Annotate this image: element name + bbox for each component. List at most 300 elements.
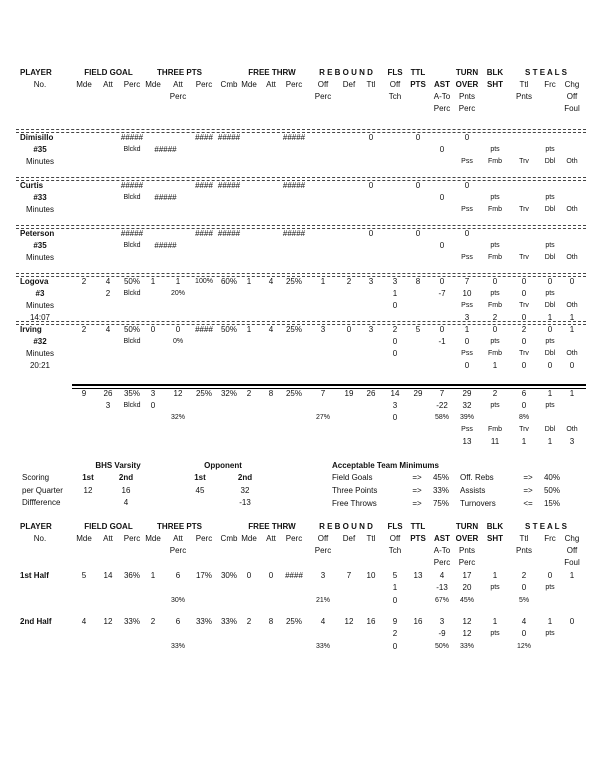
minimums-cell: Off. Rebs bbox=[460, 473, 494, 482]
top-header-tp_mde: Mde bbox=[145, 80, 161, 89]
player-curtis-to: 0 bbox=[464, 181, 470, 190]
second-half-to: 12 bbox=[462, 629, 472, 638]
second-half-ast: -9 bbox=[438, 629, 446, 638]
top-header-tp_perc: Perc bbox=[195, 80, 213, 89]
player-irving-frc: 0 bbox=[547, 361, 553, 370]
bottom-header-rb: R E B O U N D bbox=[319, 522, 373, 531]
player-logova-fls: 1 bbox=[392, 289, 398, 298]
bottom-header-fg_att: Att bbox=[103, 534, 113, 543]
bottom-header-stl: Pnts bbox=[515, 546, 532, 555]
top-header-fls: Tch bbox=[388, 92, 402, 101]
totals-rb_off: 7 bbox=[320, 389, 326, 398]
totals-tp_cmb: 32% bbox=[220, 389, 237, 398]
scoring-opponent-title: Opponent bbox=[204, 461, 242, 470]
top-header-to: Perc bbox=[458, 104, 476, 113]
player-curtis-blk: Fmb bbox=[488, 206, 502, 213]
top-header-rb_ttl: Ttl bbox=[366, 80, 376, 89]
second-half-frc: pts bbox=[545, 630, 555, 637]
top-header-fg_perc: Perc bbox=[123, 80, 141, 89]
top-header-pts: TTL bbox=[410, 68, 426, 77]
bottom-header-stls: S T E A L S bbox=[525, 522, 567, 531]
player-peterson-fg_perc: ##### bbox=[120, 229, 144, 238]
player-dimisillo-ast: 0 bbox=[439, 145, 445, 154]
scoring-label: Scoring bbox=[22, 473, 50, 482]
player-irving-chg: 0 bbox=[569, 361, 575, 370]
first-half-stl: 5% bbox=[518, 597, 530, 604]
player-logova-blk: pts bbox=[490, 290, 500, 297]
player-name: Dimisillo bbox=[20, 133, 54, 142]
player-logova-tp_perc: 100% bbox=[195, 278, 213, 285]
first-half-fg_att: 14 bbox=[103, 571, 113, 580]
player-logova-blk: 0 bbox=[492, 277, 498, 286]
player-minutes-label: Minutes bbox=[25, 157, 54, 166]
totals-ast: 58% bbox=[434, 414, 449, 421]
player-irving-rb_off: 3 bbox=[320, 325, 326, 334]
bottom-header-blk: SHT bbox=[487, 534, 503, 543]
first-half-tp_mde: 1 bbox=[150, 571, 156, 580]
player-irving-ast: -1 bbox=[438, 337, 446, 346]
first-half-frc: 0 bbox=[547, 571, 553, 580]
totals-stl: Trv bbox=[519, 426, 529, 433]
top-header-to: TURN bbox=[455, 68, 479, 77]
player-irving-tp_mde: 0 bbox=[150, 325, 156, 334]
bottom-header-name: PLAYER bbox=[20, 522, 52, 531]
bottom-header-chg: Chg bbox=[564, 534, 580, 543]
player-name: Curtis bbox=[20, 181, 44, 190]
player-logova-stl: 0 bbox=[521, 313, 527, 322]
player-peterson-ast: 0 bbox=[439, 241, 445, 250]
bottom-header-stl: Ttl bbox=[519, 534, 529, 543]
top-header-stl: Pnts bbox=[515, 92, 532, 101]
player-logova-frc: Dbl bbox=[544, 302, 556, 309]
minimums-cell: 40% bbox=[543, 473, 560, 482]
player-irving-fls: 0 bbox=[392, 349, 398, 358]
second-half-rb_off: 33% bbox=[315, 643, 330, 650]
top-header-fls: Off bbox=[389, 80, 401, 89]
second-half-stl: 0 bbox=[521, 629, 527, 638]
totals-blk: pts bbox=[490, 402, 500, 409]
first-half-ast: 67% bbox=[434, 597, 449, 604]
second-half-rb_def: 12 bbox=[344, 617, 354, 626]
player-dimisillo-to: Pss bbox=[461, 158, 473, 165]
player-irving-fls: 0 bbox=[392, 337, 398, 346]
player-curtis-stl: Trv bbox=[519, 206, 529, 213]
top-header-tp: THREE PTS bbox=[157, 68, 202, 77]
totals-rb_off: 27% bbox=[315, 414, 330, 421]
player-dimisillo-pts: 0 bbox=[415, 133, 421, 142]
minimums-cell: => bbox=[412, 499, 422, 508]
bottom-header-name: No. bbox=[33, 534, 47, 543]
second-half-fls: 0 bbox=[392, 642, 398, 651]
second-half-rb_off: 4 bbox=[320, 617, 326, 626]
second-half-tp_att: 6 bbox=[175, 617, 181, 626]
minimums-cell: <= bbox=[523, 499, 533, 508]
player-logova-ast: 0 bbox=[439, 277, 445, 286]
first-half-chg: 1 bbox=[569, 571, 575, 580]
top-header-to: Pnts bbox=[458, 92, 475, 101]
second-half-fls: 2 bbox=[392, 629, 398, 638]
player-logova-tp_att: 1 bbox=[175, 277, 181, 286]
second-half-to: 12 bbox=[462, 617, 472, 626]
player-irving-stl: Trv bbox=[519, 350, 529, 357]
first-half-fls: 5 bbox=[392, 571, 398, 580]
player-peterson-blk: pts bbox=[490, 242, 500, 249]
bottom-header-ast: AST bbox=[434, 534, 450, 543]
second-half-blk: pts bbox=[490, 630, 500, 637]
first-half-rb_off: 3 bbox=[320, 571, 326, 580]
player-irving-chg: 1 bbox=[569, 325, 575, 334]
bottom-header-ft_perc: Perc bbox=[285, 534, 303, 543]
player-minutes-label: Minutes bbox=[25, 301, 54, 310]
player-irving-fg_perc: 50% bbox=[123, 325, 140, 334]
totals-ft_att: 8 bbox=[268, 389, 274, 398]
totals-stl: 8% bbox=[518, 414, 530, 421]
totals-to: 29 bbox=[462, 389, 472, 398]
second-half-tp_att: 33% bbox=[170, 643, 185, 650]
player-logova-rb_ttl: 3 bbox=[368, 277, 374, 286]
first-half-fg_mde: 5 bbox=[81, 571, 87, 580]
minimums-cell: => bbox=[412, 486, 422, 495]
bottom-header-tp: THREE PTS bbox=[157, 522, 202, 531]
player-logova-pts: 8 bbox=[415, 277, 421, 286]
player-logova-stl: Trv bbox=[519, 302, 529, 309]
player-irving-blk: 1 bbox=[492, 361, 498, 370]
first-half-blk: 1 bbox=[492, 571, 498, 580]
bottom-header-to: OVER bbox=[455, 534, 479, 543]
player-logova-to: 7 bbox=[464, 277, 470, 286]
totals-tp_mde: 3 bbox=[150, 389, 156, 398]
totals-pts: 29 bbox=[413, 389, 423, 398]
player-dimisillo-tp_cmb: ##### bbox=[217, 133, 241, 142]
top-header-ft_att: Att bbox=[266, 80, 276, 89]
player-minutes-label: Minutes bbox=[25, 205, 54, 214]
player-peterson-to: Pss bbox=[461, 254, 473, 261]
bottom-header-fls: FLS bbox=[387, 522, 403, 531]
totals-chg: 1 bbox=[569, 389, 575, 398]
scoring-difference: -13 bbox=[239, 498, 251, 507]
player-logova-fls: 0 bbox=[392, 301, 398, 310]
player-dimisillo-blk: Fmb bbox=[488, 158, 502, 165]
bottom-header-fls: Tch bbox=[388, 546, 402, 555]
player-logova-to: 3 bbox=[464, 313, 470, 322]
player-logova-fg_perc: Blckd bbox=[123, 290, 141, 297]
half-label: 1st Half bbox=[20, 571, 49, 580]
player-peterson-tp_perc: #### bbox=[195, 229, 213, 238]
player-irving-tp_att: 0% bbox=[172, 338, 184, 345]
player-curtis-to: Pss bbox=[461, 206, 473, 213]
top-header-tp_att: Att bbox=[173, 80, 183, 89]
player-number: #35 bbox=[33, 145, 47, 154]
player-peterson-ft_perc: ##### bbox=[282, 229, 306, 238]
totals-stl: 1 bbox=[521, 437, 527, 446]
player-irving-ast: 0 bbox=[439, 325, 445, 334]
player-dimisillo-tp_ma: ##### bbox=[154, 145, 177, 154]
first-half-ast: 4 bbox=[439, 571, 445, 580]
totals-stl: 6 bbox=[521, 389, 527, 398]
player-logova-ft_perc: 25% bbox=[285, 277, 302, 286]
player-irving-chg: Oth bbox=[566, 350, 578, 357]
totals-to: 32 bbox=[462, 401, 472, 410]
second-half-fg_att: 12 bbox=[103, 617, 113, 626]
player-irving-stl: 0 bbox=[521, 361, 527, 370]
bottom-header-frc: Frc bbox=[544, 534, 556, 543]
player-irving-tp_cmb: 50% bbox=[220, 325, 237, 334]
player-irving-rb_ttl: 3 bbox=[368, 325, 374, 334]
scoring-quarter-header: 2nd bbox=[118, 473, 134, 482]
top-header-pts: PTS bbox=[410, 80, 426, 89]
player-number: #32 bbox=[33, 337, 47, 346]
player-irving-blk: 0 bbox=[492, 325, 498, 334]
totals-frc: pts bbox=[545, 402, 555, 409]
player-irving-blk: pts bbox=[490, 338, 500, 345]
totals-fls: 3 bbox=[392, 401, 398, 410]
player-logova-chg: 1 bbox=[569, 313, 575, 322]
minimums-cell: 45% bbox=[432, 473, 449, 482]
player-curtis-frc: Dbl bbox=[544, 206, 556, 213]
totals-fg_att: 3 bbox=[105, 401, 111, 410]
totals-chg: 3 bbox=[569, 437, 575, 446]
bottom-header-ft_mde: Mde bbox=[241, 534, 257, 543]
player-irving-stl: 2 bbox=[521, 325, 527, 334]
player-irving-ft_att: 4 bbox=[268, 325, 274, 334]
minimums-cell: 50% bbox=[543, 486, 560, 495]
player-irving-frc: Dbl bbox=[544, 350, 556, 357]
first-half-fls: 1 bbox=[392, 583, 398, 592]
player-number: #3 bbox=[35, 289, 45, 298]
player-logova-chg: Oth bbox=[566, 302, 578, 309]
minimums-cell: 15% bbox=[543, 499, 560, 508]
totals-fls: 14 bbox=[390, 389, 400, 398]
player-peterson-rb_ttl: 0 bbox=[368, 229, 374, 238]
player-minutes-value: 14:07 bbox=[29, 313, 51, 322]
player-curtis-frc: pts bbox=[545, 194, 555, 201]
bottom-header-ast: Perc bbox=[433, 558, 451, 567]
scoring-label: Diffference bbox=[22, 498, 61, 507]
player-irving-fg_mde: 2 bbox=[81, 325, 87, 334]
player-logova-frc: 0 bbox=[547, 277, 553, 286]
minimums-cell: => bbox=[523, 473, 533, 482]
half-label: 2nd Half bbox=[20, 617, 52, 626]
totals-ft_mde: 2 bbox=[246, 389, 252, 398]
first-half-to: 17 bbox=[462, 571, 472, 580]
minimums-cell: Three Points bbox=[332, 486, 378, 495]
scoring-quarter-header: 2nd bbox=[237, 473, 253, 482]
top-header-fg_att: Att bbox=[103, 80, 113, 89]
second-half-ft_perc: 25% bbox=[285, 617, 302, 626]
second-half-ft_mde: 2 bbox=[246, 617, 252, 626]
totals-tp_mde: 0 bbox=[150, 401, 156, 410]
top-header-ft: FREE THRW bbox=[248, 68, 296, 77]
player-irving-to: 1 bbox=[464, 325, 470, 334]
player-irving-blk: Fmb bbox=[488, 350, 502, 357]
player-peterson-tp_ma: ##### bbox=[154, 241, 177, 250]
second-half-to: 33% bbox=[459, 643, 474, 650]
player-irving-frc: pts bbox=[545, 338, 555, 345]
totals-ast: -22 bbox=[436, 401, 448, 410]
player-logova-chg: 0 bbox=[569, 277, 575, 286]
player-curtis-fg_perc: ##### bbox=[120, 181, 144, 190]
first-half-to: 20 bbox=[462, 583, 472, 592]
first-half-rb_off: 21% bbox=[315, 597, 330, 604]
first-half-tp_perc: 17% bbox=[195, 571, 212, 580]
totals-to: Pss bbox=[461, 426, 473, 433]
player-logova-fg_att: 4 bbox=[105, 277, 111, 286]
player-logova-fg_mde: 2 bbox=[81, 277, 87, 286]
top-header-ast: Perc bbox=[433, 104, 451, 113]
totals-chg: Oth bbox=[566, 426, 578, 433]
top-header-fls: FLS bbox=[387, 68, 403, 77]
top-header-name: PLAYER bbox=[20, 68, 52, 77]
minimums-cell: 33% bbox=[432, 486, 449, 495]
totals-fls: 0 bbox=[392, 413, 398, 422]
totals-frc: 1 bbox=[547, 437, 553, 446]
player-logova-to: Pss bbox=[461, 302, 473, 309]
player-irving-tp_perc: #### bbox=[195, 325, 213, 334]
first-half-stl: 2 bbox=[521, 571, 527, 580]
minimums-cell: => bbox=[523, 486, 533, 495]
top-header-rb_off: Off bbox=[317, 80, 329, 89]
totals-fg_perc: 35% bbox=[123, 389, 140, 398]
player-curtis-ft_perc: ##### bbox=[282, 181, 306, 190]
player-logova-blk: 2 bbox=[492, 313, 498, 322]
second-half-fg_perc: 33% bbox=[123, 617, 140, 626]
top-header-fg: FIELD GOAL bbox=[84, 68, 133, 77]
player-curtis-tp_perc: #### bbox=[195, 181, 213, 190]
player-curtis-pts: 0 bbox=[415, 181, 421, 190]
player-logova-stl: 0 bbox=[521, 277, 527, 286]
first-half-rb_def: 7 bbox=[346, 571, 352, 580]
scoring-label: per Quarter bbox=[22, 486, 63, 495]
first-half-fg_perc: 36% bbox=[123, 571, 140, 580]
player-logova-rb_off: 1 bbox=[320, 277, 326, 286]
bottom-header-chg: Foul bbox=[564, 558, 580, 567]
bottom-header-tp_mde: Mde bbox=[145, 534, 161, 543]
player-dimisillo-ft_perc: ##### bbox=[282, 133, 306, 142]
player-logova-rb_def: 2 bbox=[346, 277, 352, 286]
top-header-name: No. bbox=[33, 80, 47, 89]
first-half-fls: 0 bbox=[392, 596, 398, 605]
player-dimisillo-chg: Oth bbox=[566, 158, 578, 165]
top-header-rb_off: Perc bbox=[314, 92, 332, 101]
scoring-value: 12 bbox=[83, 486, 93, 495]
player-irving-frc: 0 bbox=[547, 325, 553, 334]
scoring-difference: 4 bbox=[123, 498, 129, 507]
top-header-fg_mde: Mde bbox=[76, 80, 92, 89]
totals-blk: Fmb bbox=[488, 426, 502, 433]
player-irving-tp_att: 0 bbox=[175, 325, 181, 334]
player-minutes-value: 20:21 bbox=[29, 361, 51, 370]
first-half-tp_att: 6 bbox=[175, 571, 181, 580]
player-curtis-fg_perc: Blckd bbox=[123, 194, 141, 201]
bottom-header-blk: BLK bbox=[486, 522, 504, 531]
bottom-header-tp_att: Perc bbox=[169, 546, 187, 555]
player-logova-fls: 3 bbox=[392, 277, 398, 286]
second-half-stl: 4 bbox=[521, 617, 527, 626]
bottom-header-fls: Off bbox=[389, 534, 401, 543]
bottom-header-fg: FIELD GOAL bbox=[84, 522, 133, 531]
first-half-to: 45% bbox=[459, 597, 474, 604]
player-logova-ft_att: 4 bbox=[268, 277, 274, 286]
totals-ft_perc: 25% bbox=[285, 389, 302, 398]
top-header-tp_cmb: Cmb bbox=[220, 80, 238, 89]
player-logova-tp_cmb: 60% bbox=[220, 277, 237, 286]
player-logova-blk: Fmb bbox=[488, 302, 502, 309]
bottom-header-to: Pnts bbox=[458, 546, 475, 555]
player-logova-ast: -7 bbox=[438, 289, 446, 298]
scoring-team-title: BHS Varsity bbox=[95, 461, 141, 470]
player-peterson-tp_cmb: ##### bbox=[217, 229, 241, 238]
player-peterson-stl: Trv bbox=[519, 254, 529, 261]
bottom-header-rb_ttl: Ttl bbox=[366, 534, 376, 543]
first-half-stl: 0 bbox=[521, 583, 527, 592]
player-number: #35 bbox=[33, 241, 47, 250]
player-number: #33 bbox=[33, 193, 47, 202]
second-half-frc: 1 bbox=[547, 617, 553, 626]
player-peterson-frc: pts bbox=[545, 242, 555, 249]
top-header-chg: Chg bbox=[564, 80, 580, 89]
first-half-tp_cmb: 30% bbox=[220, 571, 237, 580]
totals-stl: 0 bbox=[521, 401, 527, 410]
player-curtis-blk: pts bbox=[490, 194, 500, 201]
scoring-quarter-header: 1st bbox=[194, 473, 206, 482]
minimums-cell: Assists bbox=[460, 486, 486, 495]
player-irving-ft_perc: 25% bbox=[285, 325, 302, 334]
totals-fg_mde: 9 bbox=[81, 389, 87, 398]
bottom-header-fg_perc: Perc bbox=[123, 534, 141, 543]
top-header-ft_mde: Mde bbox=[241, 80, 257, 89]
top-header-rb: R E B O U N D bbox=[319, 68, 373, 77]
player-dimisillo-rb_ttl: 0 bbox=[368, 133, 374, 142]
bottom-header-pts: PTS bbox=[410, 534, 426, 543]
top-header-to: OVER bbox=[455, 80, 479, 89]
totals-to: 13 bbox=[462, 437, 472, 446]
bottom-header-pts: TTL bbox=[410, 522, 426, 531]
player-irving-stl: 0 bbox=[521, 337, 527, 346]
totals-tp_perc: 25% bbox=[195, 389, 212, 398]
player-irving-fg_perc: Blckd bbox=[123, 338, 141, 345]
player-logova-tp_att: 20% bbox=[170, 290, 185, 297]
top-header-stl: Ttl bbox=[519, 80, 529, 89]
player-peterson-to: 0 bbox=[464, 229, 470, 238]
totals-blk: 2 bbox=[492, 389, 498, 398]
first-half-ft_perc: #### bbox=[285, 571, 303, 580]
top-header-chg: Off bbox=[566, 92, 578, 101]
bottom-header-fg_mde: Mde bbox=[76, 534, 92, 543]
second-half-ast: 3 bbox=[439, 617, 445, 626]
bottom-header-to: Perc bbox=[458, 558, 476, 567]
minimums-cell: Free Throws bbox=[332, 499, 377, 508]
player-logova-frc: pts bbox=[545, 290, 555, 297]
player-name: Irving bbox=[20, 325, 42, 334]
minimums-cell: 75% bbox=[432, 499, 449, 508]
player-logova-to: 10 bbox=[462, 289, 472, 298]
second-half-fg_mde: 4 bbox=[81, 617, 87, 626]
top-header-frc: Frc bbox=[544, 80, 556, 89]
totals-ast: 7 bbox=[439, 389, 445, 398]
totals-fg_att: 26 bbox=[103, 389, 113, 398]
player-irving-to: 0 bbox=[464, 361, 470, 370]
minimums-title: Acceptable Team Minimums bbox=[332, 461, 439, 470]
bottom-header-rb_off: Perc bbox=[314, 546, 332, 555]
first-half-tp_att: 30% bbox=[170, 597, 185, 604]
top-header-stls: S T E A L S bbox=[525, 68, 567, 77]
minimums-cell: Turnovers bbox=[460, 499, 496, 508]
player-curtis-chg: Oth bbox=[566, 206, 578, 213]
top-header-chg: Foul bbox=[564, 104, 580, 113]
second-half-ft_att: 8 bbox=[268, 617, 274, 626]
player-logova-stl: 0 bbox=[521, 289, 527, 298]
player-logova-fg_att: 2 bbox=[105, 289, 111, 298]
